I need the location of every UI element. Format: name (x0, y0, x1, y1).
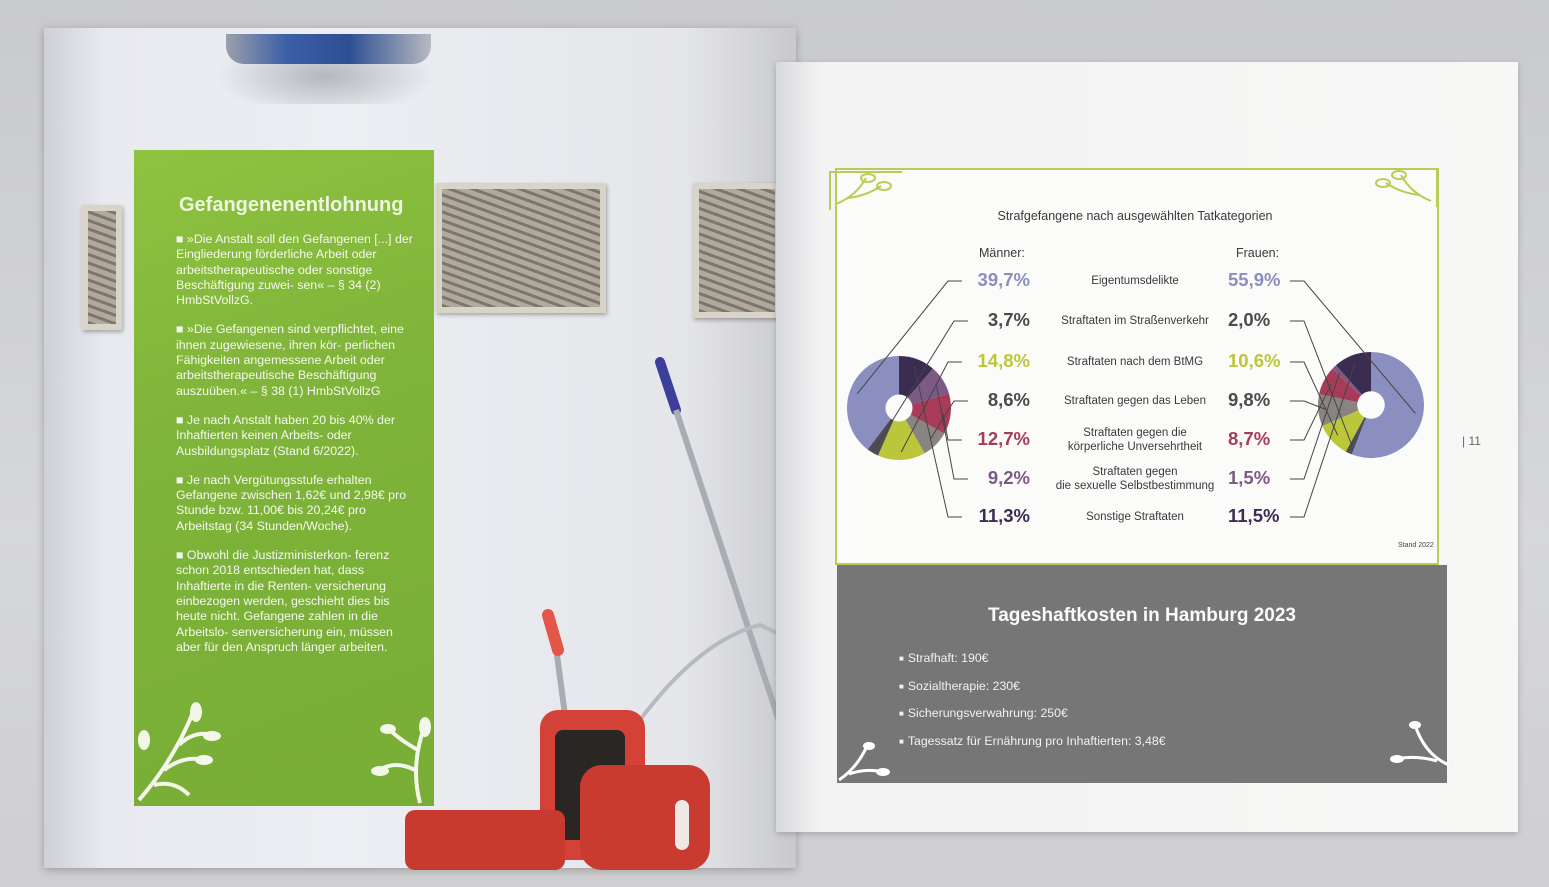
costs-item: ■ Tagessatz für Ernährung pro Inhaftierten: 3,48€ (899, 728, 1166, 756)
series-header-men: Männer: (979, 246, 1025, 260)
box-paragraph: ■ Je nach Anstalt haben 20 bis 40% der Inhaftierten keinen Arbeits- oder Ausbildungsplatz (Stand 6/2022). (176, 412, 395, 458)
value-label-women: 2,0% (1228, 309, 1271, 330)
costs-box (837, 565, 1447, 783)
value-label-men: 14,8% (977, 350, 1030, 371)
costs-item: ■ Sozialtherapie: 230€ (899, 673, 1166, 701)
series-header-women: Frauen: (1236, 246, 1280, 260)
value-label-men: 3,7% (987, 309, 1030, 330)
value-label-men: 12,7% (977, 428, 1030, 449)
value-label-men: 11,3% (978, 505, 1030, 526)
costs-title: Tageshaftkosten in Hamburg 2023 (988, 605, 1296, 626)
costs-item: ■ Sicherungsverwahrung: 250€ (899, 700, 1166, 728)
box-title: Gefangenenentlohnung (179, 194, 404, 216)
category-label-line: Eigentumsdelikte (1091, 275, 1179, 287)
branch-ornament-icon (837, 738, 897, 783)
costs-list (899, 645, 1166, 755)
value-label-men: 39,7% (977, 269, 1030, 290)
box-paragraph: ■ Obwohl die Justizministerkon- ferenz schon 2018 entschieden hat, dass Inhaftierte in die Renten- versicherung einbezogen werden, geschieht dies bis heute nicht. Gefangene zahlen in die Arbeitslo- senversicherung ein, müssen aber für den Anspruch länger arbeiten. (176, 548, 393, 654)
box-paragraph: ■ »Die Gefangenen sind verpflichtet, eine ihnen zugewiesene, ihren kör- perlichen Fähigkeiten angemessene Arbeit oder arbeitstherapeutische Beschäftigung auszuüben.« – § 38 (1) HmbStVollzG (176, 322, 404, 398)
category-label-line: Straftaten nach dem BtMG (1066, 356, 1204, 368)
value-label-men: 8,6% (987, 389, 1030, 410)
category-label-line: Straftaten gegen das Leben (1064, 395, 1206, 407)
value-label-women: 10,6% (1228, 350, 1281, 371)
category-label-line: Straftaten im Straßenverkehr (1061, 315, 1209, 327)
category-label-line: die sexuelle Selbstbestimmung (1055, 480, 1215, 492)
category-label-line: Sonstige Straftaten (1086, 511, 1184, 523)
chart-title: Strafgefangene nach ausgewählten Tatkategorien (997, 209, 1273, 223)
chart-note: Stand 2022 (1398, 542, 1434, 549)
page-number: | 11 (1462, 434, 1481, 448)
costs-item: ■ Strafhaft: 190€ (899, 645, 1166, 673)
value-label-women: 9,8% (1228, 389, 1271, 410)
value-label-men: 9,2% (987, 467, 1030, 488)
value-label-women: 8,7% (1228, 428, 1271, 449)
category-label-line: Straftaten gegen die (1083, 427, 1187, 439)
category-label-line: Straftaten gegen (1092, 466, 1178, 478)
pie-hole (885, 394, 912, 421)
pie-hole (1357, 391, 1385, 419)
value-label-women: 11,5% (1228, 505, 1280, 526)
box-paragraph: ■ Je nach Vergütungsstufe erhalten Gefangene zwischen 1,62€ und 2,98€ pro Stunde bzw. 11,00€ bis 20,24€ pro Arbeitstag (34 Stunden/Woche). (176, 472, 407, 533)
box-paragraph: ■ »Die Anstalt soll den Gefangenen [...] der Eingliederung förderliche Arbeit oder arbeitstherapeutische oder sonstige Beschäftigung zuwei- sen« – § 34 (2) HmbStVollzG. (176, 232, 413, 308)
branch-ornament-icon (1385, 715, 1451, 770)
category-label-line: körperliche Unversehrtheit (1067, 441, 1203, 453)
value-label-women: 55,9% (1228, 269, 1281, 290)
value-label-women: 1,5% (1228, 467, 1271, 488)
